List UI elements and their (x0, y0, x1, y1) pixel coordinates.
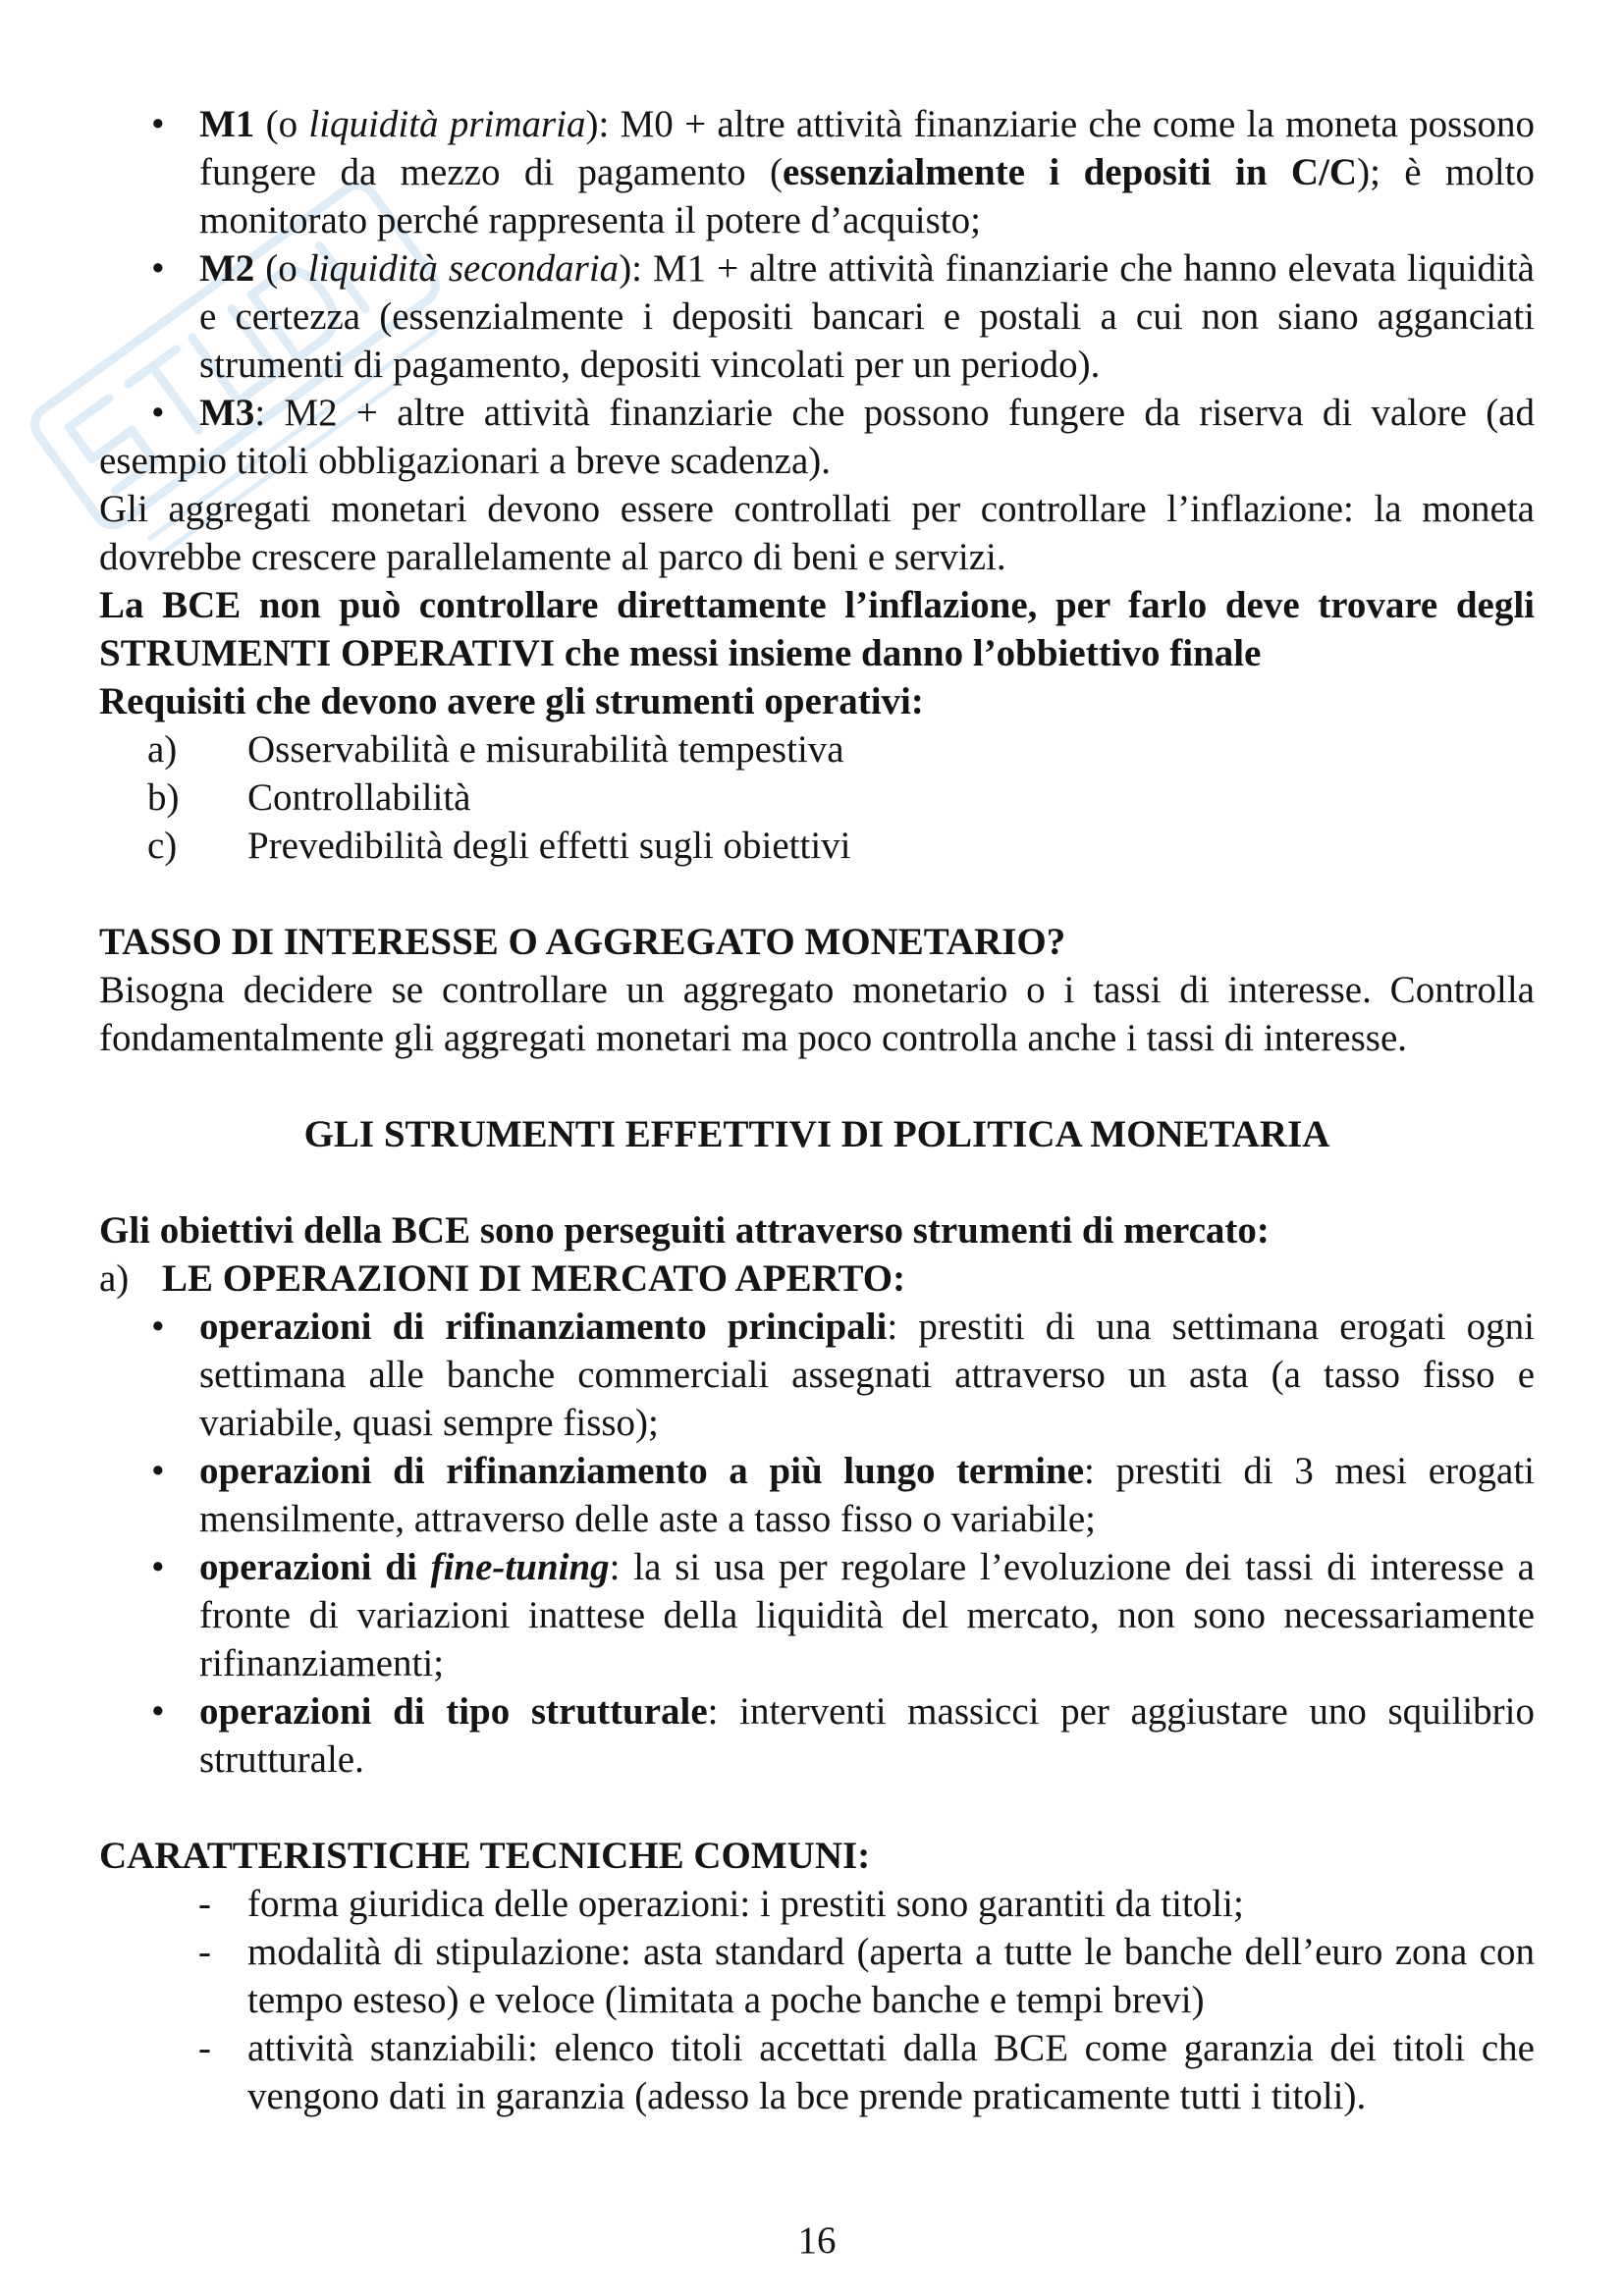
aggregate-m2 (99, 244, 1535, 389)
operation-term-italic: fine-tuning (430, 1546, 610, 1588)
m1-line-3-text: monitorato perché rappresenta il potere d’acquisto; (199, 199, 981, 241)
operation-definition: : prestiti di una settimana erogati ogni (887, 1306, 1535, 1348)
requirement-item (147, 725, 1535, 774)
operation-term: operazioni di rifinanziamento principali (199, 1306, 888, 1348)
common-features-heading: CARATTERISTICHE TECNICHE COMUNI: (99, 1835, 871, 1877)
operation-definition: variabile, quasi sempre fisso); (199, 1402, 659, 1444)
m2-paren-open: (o (254, 247, 308, 290)
rate-vs-aggregate-line-2: fondamentalmente gli aggregati monetari ma poco controlla anche i tassi di interesse. (99, 1017, 1408, 1059)
operation-definition: : prestiti di 3 mesi erogati (1084, 1450, 1535, 1492)
feature-text: attività stanziabili: elenco titoli accettati dalla BCE come garanzia dei titoli che (247, 2027, 1535, 2069)
feature-line (198, 2024, 1535, 2072)
dash-marker: - (198, 1883, 211, 1925)
open-market-marker: a) (99, 1257, 130, 1300)
section-title: GLI STRUMENTI EFFETTIVI DI POLITICA MONETARIA (303, 1113, 1330, 1155)
spacer (99, 870, 1535, 918)
operation-fine-tuning (99, 1543, 1535, 1687)
m2-name: liquidità secondaria (307, 247, 620, 290)
feature-line (198, 1880, 1535, 1928)
operation-definition: : interventi massicci per aggiustare uno squilibrio (707, 1690, 1535, 1733)
page-number: 16 (797, 2219, 837, 2262)
operation-term: operazioni di (199, 1546, 431, 1588)
requirements-heading: Requisiti che devono avere gli strumenti operativi: (99, 680, 924, 722)
spacer (99, 1158, 1535, 1206)
m1-label: M1 (199, 103, 255, 145)
requirement-marker: c) (147, 825, 178, 867)
aggregate-m3 (99, 389, 1535, 485)
m2-line-2-text: e certezza (essenzialmente i depositi bancari e postali a cui non siano agganciati (199, 295, 1535, 338)
rate-vs-aggregate-heading: TASSO DI INTERESSE O AGGREGATO MONETARIO? (99, 921, 1066, 963)
spacer (99, 1784, 1535, 1832)
requirement-item (147, 774, 1535, 822)
feature-text: vengono dati in garanzia (adesso la bce prende praticamente tutti i titoli). (247, 2075, 1367, 2117)
requirement-marker: b) (147, 776, 180, 819)
bullet-icon: • (151, 247, 165, 290)
requirement-text: Controllabilità (247, 776, 471, 819)
operation-structural (99, 1687, 1535, 1784)
aggregate-m1 (99, 100, 1535, 244)
operation-term: operazioni di rifinanziamento a più lungo termine (199, 1450, 1085, 1492)
bullet-icon: • (151, 392, 165, 434)
rate-vs-aggregate-line-1: Bisogna decidere se controllare un aggregato monetario o i tassi di interesse. Controlla (99, 969, 1535, 1011)
requirement-text: Prevedibilità degli effetti sugli obiettivi (247, 825, 851, 867)
bce-note-line-2: STRUMENTI OPERATIVI che messi insieme danno l’obbiettivo finale (99, 632, 1262, 674)
bullet-icon: • (151, 1450, 165, 1492)
dash-marker: - (198, 1931, 211, 1973)
operation-term: operazioni di tipo strutturale (199, 1690, 708, 1733)
bce-note-line-1: La BCE non può controllare direttamente l’inflazione, per farlo deve trovare degli (99, 584, 1535, 626)
m1-emphasis: essenzialmente i depositi in C/C (783, 151, 1358, 193)
operation-line (151, 1303, 1535, 1351)
m2-line-1 (151, 244, 1535, 293)
feature-line (247, 1976, 1535, 2024)
m1-name: liquidità primaria (308, 103, 586, 145)
operation-definition: rifinanziamenti; (199, 1642, 445, 1684)
m1-line-2-end: ); è molto (1357, 151, 1536, 193)
operation-definition: fronte di variazioni inattese della liquidità del mercato, non sono necessariamente (199, 1594, 1535, 1636)
operation-line (151, 1543, 1535, 1591)
feature-text: tempo esteso) e veloce (limitata a poche banche e tempi brevi) (247, 1979, 1205, 2021)
requirement-text: Osservabilità e misurabilità tempestiva (247, 728, 844, 771)
m3-label: M3 (199, 392, 255, 434)
feature-text: forma giuridica delle operazioni: i prestiti sono garantiti da titoli; (247, 1883, 1244, 1925)
m2-line-3 (199, 341, 1535, 389)
m3-line-2 (99, 437, 1535, 485)
m2-line-3-text: strumenti di pagamento, depositi vincolati per un periodo). (199, 344, 1101, 386)
inflation-note-line-1: Gli aggregati monetari devono essere controllati per controllare l’inflazione: la moneta (99, 488, 1535, 530)
m1-line-2 (199, 148, 1535, 196)
inflation-note-line-2: dovrebbe crescere parallelamente al parco di beni e servizi. (99, 536, 1006, 578)
m2-label: M2 (199, 247, 255, 290)
operation-definition: strutturale. (199, 1738, 364, 1781)
operation-longer-term (99, 1447, 1535, 1543)
operation-line (199, 1399, 1535, 1447)
operation-definition: mensilmente, attraverso delle aste a tasso fisso o variabile; (199, 1498, 1096, 1540)
feature-line (198, 1928, 1535, 1976)
m3-line-2-text: esempio titoli obbligazionari a breve scadenza). (99, 440, 832, 482)
m2-definition-start: ): M1 + altre attività finanziarie che hanno elevata liquidità (619, 247, 1535, 290)
operation-line (151, 1687, 1535, 1735)
instruments-intro: Gli obiettivi della BCE sono perseguiti attraverso strumenti di mercato: (99, 1209, 1270, 1252)
feature-line (247, 2072, 1535, 2120)
bullet-icon: • (151, 1546, 165, 1588)
dash-marker: - (198, 2027, 211, 2069)
page-content (99, 100, 1535, 2120)
requirement-marker: a) (147, 728, 178, 771)
feature-text: modalità di stipulazione: asta standard (aperta a tutte le banche dell’euro zona con (247, 1931, 1535, 1973)
bullet-icon: • (151, 1690, 165, 1733)
operation-line (199, 1495, 1535, 1543)
operation-line (199, 1351, 1535, 1399)
bullet-icon: • (151, 103, 165, 145)
requirement-item (147, 822, 1535, 870)
m1-line-1 (151, 100, 1535, 148)
operation-definition: : la si usa per regolare l’evoluzione dei tassi di interesse a (609, 1546, 1535, 1588)
operation-line (199, 1735, 1535, 1784)
m1-line-3 (199, 196, 1535, 244)
m2-line-2 (199, 293, 1535, 341)
m1-definition-start: ): M0 + altre attività finanziarie che come la moneta possono (585, 103, 1535, 145)
m1-line-2-text: fungere da mezzo di pagamento ( (199, 151, 784, 193)
m1-paren-open: (o (254, 103, 309, 145)
operation-main-refinancing (99, 1303, 1535, 1447)
operation-line (151, 1447, 1535, 1495)
open-market-heading: LE OPERAZIONI DI MERCATO APERTO: (162, 1257, 906, 1300)
open-market-heading-line (99, 1255, 1535, 1303)
spacer (99, 1062, 1535, 1110)
m3-line-1 (151, 389, 1535, 437)
operation-line (199, 1639, 1535, 1687)
operation-line (199, 1591, 1535, 1639)
operation-definition: settimana alle banche commerciali assegnati attraverso un asta (a tasso fisso e (199, 1354, 1535, 1396)
m3-definition-start: : M2 + altre attività finanziarie che possono fungere da riserva di valore (ad (254, 392, 1535, 434)
bullet-icon: • (151, 1306, 165, 1348)
